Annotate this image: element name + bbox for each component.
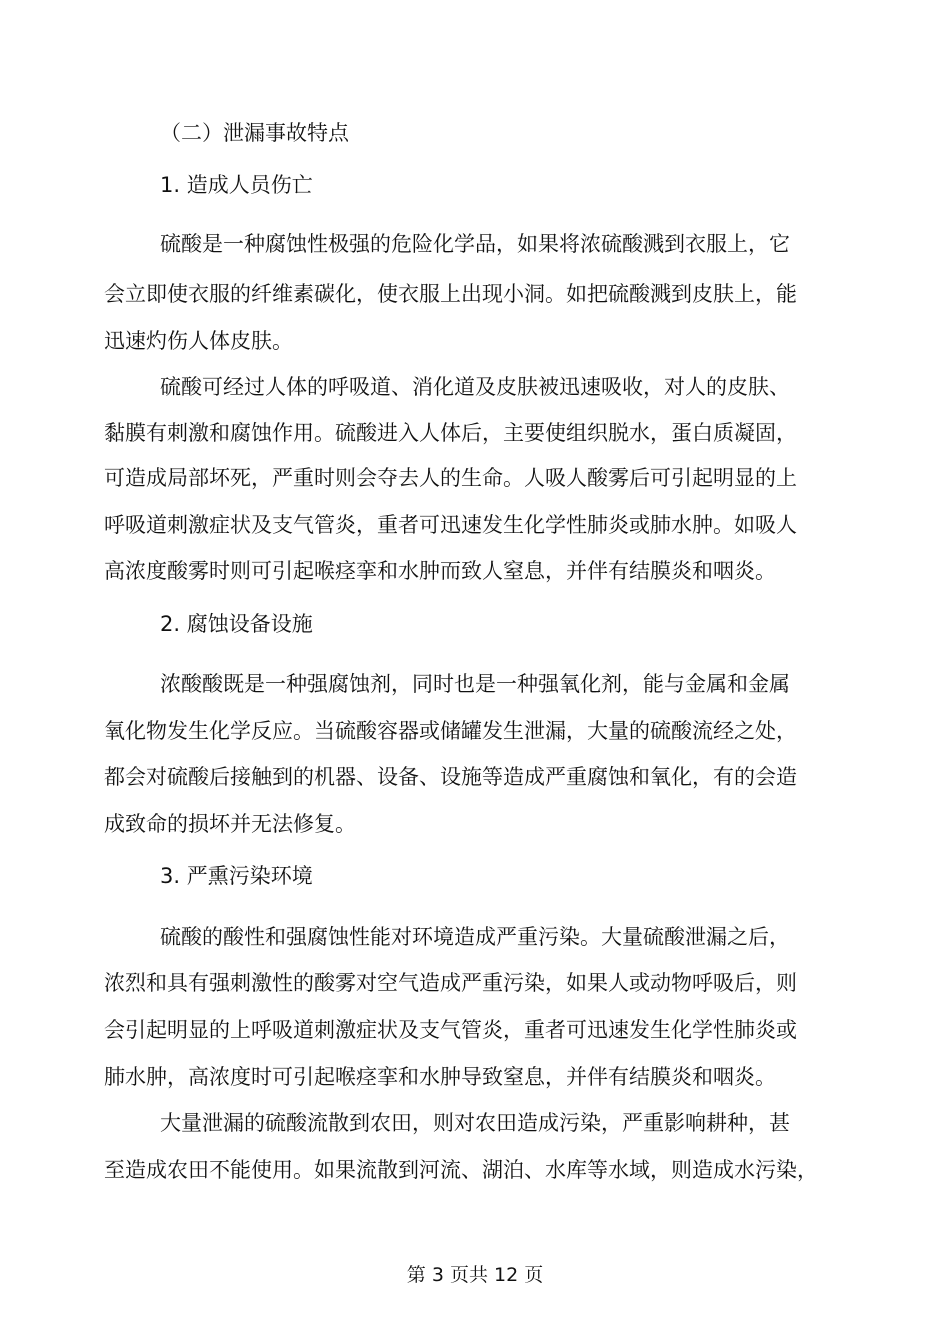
- paragraph-line: 硫酸是一种腐蚀性极强的危险化学品，如果将浓硫酸溅到衣服上，它: [160, 232, 790, 256]
- paragraph-line: 迅速灼伤人体皮肤。: [104, 329, 293, 353]
- paragraph-line: 黏膜有刺激和腐蚀作用。硫酸进入人体后，主要使组织脱水，蛋白质凝固，: [104, 421, 797, 445]
- subsection-title-3: 3. 严熏污染环境: [160, 864, 313, 888]
- paragraph-line: 浓烈和具有强刺激性的酸雾对空气造成严重污染，如果人或动物呼吸后，则: [104, 971, 797, 995]
- section-heading: （二）泄漏事故特点: [160, 121, 349, 145]
- paragraph-line: 可造成局部坏死，严重时则会夺去人的生命。人吸人酸雾后可引起明显的上: [104, 466, 797, 490]
- paragraph-line: 呼吸道刺激症状及支气管炎，重者可迅速发生化学性肺炎或肺水肿。如吸人: [104, 513, 797, 537]
- paragraph-line: 都会对硫酸后接触到的机器、设备、设施等造成严重腐蚀和氧化，有的会造: [104, 765, 797, 789]
- paragraph-line: 高浓度酸雾时则可引起喉痉挛和水肿而致人窒息，并伴有结膜炎和咽炎。: [104, 559, 776, 583]
- paragraph-line: 氧化物发生化学反应。当硫酸容器或储罐发生泄漏，大量的硫酸流经之处，: [104, 719, 797, 743]
- paragraph-line: 硫酸的酸性和强腐蚀性能对环境造成严重污染。大量硫酸泄漏之后，: [160, 925, 790, 949]
- paragraph-line: 浓酸酸既是一种强腐蚀剂，同时也是一种强氧化剂，能与金属和金属: [160, 672, 790, 696]
- subsection-title-1: 1. 造成人员伤亡: [160, 173, 313, 197]
- paragraph-line: 肺水肿，高浓度时可引起喉痉挛和水肿导致窒息，并伴有结膜炎和咽炎。: [104, 1065, 776, 1089]
- paragraph-line: 会引起明显的上呼吸道刺激症状及支气管炎，重者可迅速发生化学性肺炎或: [104, 1018, 797, 1042]
- paragraph-line: 至造成农田不能使用。如果流散到河流、湖泊、水库等水域，则造成水污染，: [104, 1158, 818, 1182]
- paragraph-line: 成致命的损坏并无法修复。: [104, 812, 356, 836]
- paragraph-line: 会立即使衣服的纤维素碳化，使衣服上出现小洞。如把硫酸溅到皮肤上，能: [104, 282, 797, 306]
- paragraph-line: 硫酸可经过人体的呼吸道、消化道及皮肤被迅速吸收，对人的皮肤、: [160, 375, 790, 399]
- subsection-title-2: 2. 腐蚀设备设施: [160, 612, 313, 636]
- paragraph-line: 大量泄漏的硫酸流散到农田，则对农田造成污染，严重影响耕种，甚: [160, 1111, 790, 1135]
- page-number-footer: 第 3 页共 12 页: [406, 1264, 544, 1286]
